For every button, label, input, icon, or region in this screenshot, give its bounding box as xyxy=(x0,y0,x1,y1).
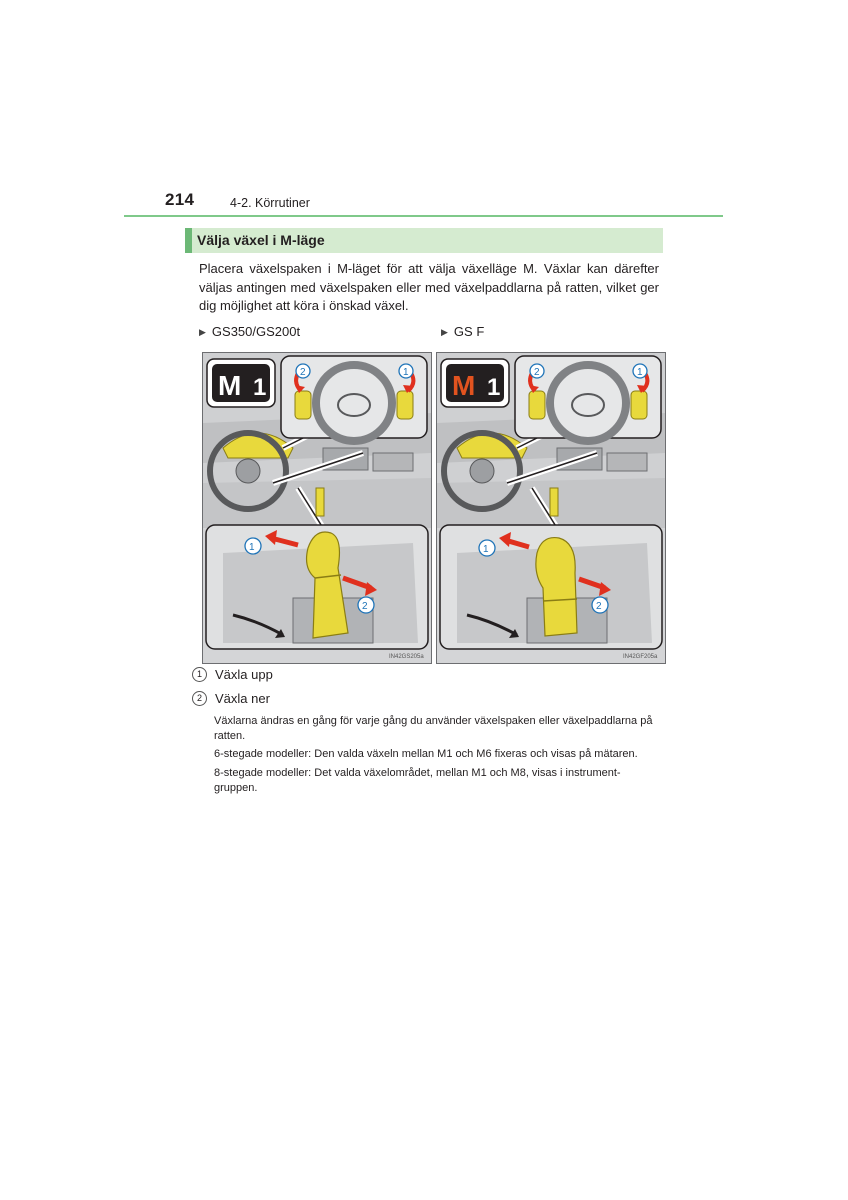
marker-1: 1 xyxy=(403,367,409,378)
display-number: 1 xyxy=(253,374,267,401)
variant-label-gsf xyxy=(441,324,484,339)
legend-item-upshift xyxy=(192,667,273,682)
illustration-gs350 xyxy=(202,352,432,664)
triangle-bullet-icon: ▶ xyxy=(441,327,448,337)
header-rule xyxy=(124,215,723,217)
note-6-speed: 6-stegade modeller: Den valda växeln mellan M1 och M6 fixeras och visas på mätaren. xyxy=(214,748,638,760)
marker-1: 1 xyxy=(483,544,489,555)
marker-1: 1 xyxy=(637,367,643,378)
page-number: 214 xyxy=(165,190,195,209)
legend-label: Växla ner xyxy=(215,691,270,706)
intro-paragraph: Placera växelspaken i M-läget för att välja växelläge M. Växlar kan därefter väljas antingen med växelspaken eller med växelpaddlarna på ratten, vilket ger dig möjlighet att köra i önskad växel. xyxy=(199,261,659,313)
variant-text: GS350/GS200t xyxy=(211,324,301,339)
number-circle-icon: 1 xyxy=(192,667,207,682)
marker-2: 2 xyxy=(596,601,602,612)
note-8-speed: 8-stegade modeller: Det valda växelområdet, mellan M1 och M8, visas i instrument-gruppen. xyxy=(214,767,621,794)
illustration-svg xyxy=(203,353,431,663)
triangle-bullet-icon: ▶ xyxy=(199,327,206,337)
section-title: Välja växel i M-läge xyxy=(197,232,325,248)
marker-2: 2 xyxy=(362,601,368,612)
number-circle-icon: 2 xyxy=(192,691,207,706)
illustration-gsf xyxy=(436,352,666,664)
figure-code: IN42GS205a xyxy=(389,654,424,660)
legend-item-downshift xyxy=(192,691,270,706)
figure-code: IN42GF205a xyxy=(623,654,658,660)
note-gear-change: Växlarna ändras en gång för varje gång du använder växelspaken eller växelpaddlarna på ratten. xyxy=(214,715,653,742)
marker-2: 2 xyxy=(300,367,306,378)
chapter-title: 4-2. Körrutiner xyxy=(230,196,310,210)
legend-label: Växla upp xyxy=(215,667,273,682)
display-number: 1 xyxy=(487,374,501,401)
marker-2: 2 xyxy=(534,367,540,378)
variant-text: GS F xyxy=(453,324,485,339)
display-letter: M xyxy=(218,370,242,401)
marker-1: 1 xyxy=(249,542,255,553)
variant-label-gs350 xyxy=(199,324,300,339)
illustration-svg xyxy=(437,353,665,663)
display-letter: M xyxy=(452,370,476,401)
